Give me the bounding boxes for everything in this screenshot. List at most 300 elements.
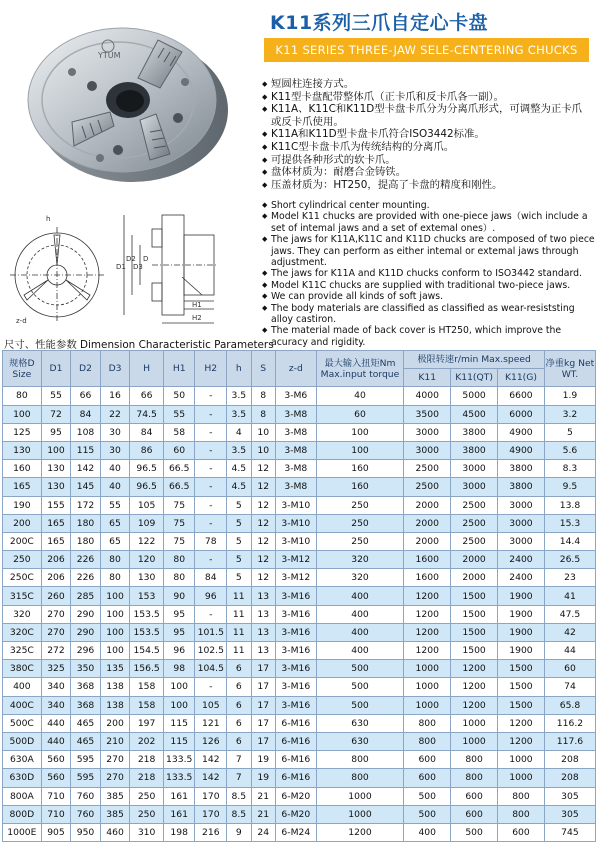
title-banner-en: K11 SERIES THREE-JAW SELE-CENTERING CHUCKS [264, 38, 589, 62]
table-cell: 100 [163, 696, 195, 714]
table-cell: 5.6 [544, 441, 595, 459]
table-cell: 161 [163, 805, 195, 823]
col-size: 规格D Size [3, 351, 42, 387]
table-cell: 1900 [498, 605, 545, 623]
feature-en-item: ◆ The material made of back cover is HT250, which improve the acuracy and rigidity. [262, 325, 596, 348]
table-cell: 2000 [404, 496, 451, 514]
table-row [3, 405, 596, 423]
table-cell: 190 [3, 496, 42, 514]
table-cell: 121 [195, 714, 227, 732]
table-cell: 400 [3, 678, 42, 696]
table-cell: 3800 [451, 423, 498, 441]
table-cell: 100 [100, 587, 130, 605]
table-row [3, 678, 596, 696]
table-cell: 290 [71, 605, 101, 623]
table-cell: 11 [227, 605, 251, 623]
table-cell: 98 [163, 660, 195, 678]
table-cell: 1200 [316, 823, 404, 841]
table-cell: 3-M16 [275, 605, 316, 623]
table-cell: 800 [498, 805, 545, 823]
table-cell: 3.5 [227, 441, 251, 459]
table-cell: 710 [41, 787, 71, 805]
feature-cn-item: ◆ 可提供各种形式的软卡爪。 [262, 154, 592, 167]
table-cell: 1900 [498, 642, 545, 660]
table-cell: 1200 [451, 696, 498, 714]
table-cell: 3-M12 [275, 551, 316, 569]
table-cell: 21 [251, 787, 275, 805]
table-cell: 200 [100, 714, 130, 732]
table-cell: 80 [163, 551, 195, 569]
table-cell: 4 [227, 423, 251, 441]
table-cell: 400 [316, 642, 404, 660]
table-cell: 1500 [451, 623, 498, 641]
table-cell: 172 [71, 496, 101, 514]
table-cell: 126 [195, 732, 227, 750]
table-cell: 270 [41, 623, 71, 641]
table-cell: 285 [71, 587, 101, 605]
table-cell: 80 [100, 569, 130, 587]
table-cell: 55 [100, 496, 130, 514]
table-cell: 600 [404, 769, 451, 787]
table-cell: 226 [71, 569, 101, 587]
table-cell: 320 [316, 569, 404, 587]
table-cell: 11 [227, 623, 251, 641]
table-cell: 3-M8 [275, 441, 316, 459]
table-cell: 368 [71, 678, 101, 696]
table-cell: 6 [227, 696, 251, 714]
table-cell: 250 [316, 496, 404, 514]
feature-cn-item: ◆ K11型卡盘配带整体爪（正卡爪和反卡爪各一副）。 [262, 91, 592, 104]
table-cell: 3.2 [544, 405, 595, 423]
table-cell: 800 [316, 769, 404, 787]
table-cell: 1900 [498, 587, 545, 605]
table-cell: 23 [544, 569, 595, 587]
table-cell: 66 [130, 387, 164, 405]
table-cell: 3000 [498, 514, 545, 532]
table-cell: 6 [227, 678, 251, 696]
table-cell: 116.2 [544, 714, 595, 732]
col-s: S [251, 351, 275, 387]
table-cell: 630 [316, 714, 404, 732]
table-cell: 100 [100, 642, 130, 660]
table-cell: 500 [316, 660, 404, 678]
table-cell: 1200 [404, 642, 451, 660]
table-row [3, 787, 596, 805]
table-cell: 165 [41, 532, 71, 550]
table-cell: 250 [3, 551, 42, 569]
table-cell: 8.5 [227, 805, 251, 823]
table-cell: 165 [3, 478, 42, 496]
table-cell: 745 [544, 823, 595, 841]
table-row [3, 696, 596, 714]
table-cell: 122 [130, 532, 164, 550]
table-cell: 74 [544, 678, 595, 696]
table-cell: 170 [195, 805, 227, 823]
table-cell: 10 [251, 441, 275, 459]
table-cell: 3000 [451, 460, 498, 478]
table-cell: 1000 [316, 787, 404, 805]
table-cell: 5 [227, 532, 251, 550]
table-cell: 380C [3, 660, 42, 678]
table-cell: 165 [41, 514, 71, 532]
table-cell: 3800 [498, 460, 545, 478]
table-cell: 218 [130, 751, 164, 769]
table-cell: 102.5 [195, 642, 227, 660]
table-cell: 3-M16 [275, 623, 316, 641]
table-cell: 12 [251, 551, 275, 569]
col-k11qt: K11(QT) [451, 369, 498, 387]
table-cell: 130 [130, 569, 164, 587]
table-cell: - [195, 423, 227, 441]
table-cell: 465 [71, 732, 101, 750]
table-row [3, 532, 596, 550]
table-cell: 630A [3, 751, 42, 769]
feature-cn-item: ◆ K11C型卡盘卡爪为传统结构的分离爪。 [262, 141, 592, 154]
table-cell: 133.5 [163, 751, 195, 769]
table-cell: 19 [251, 751, 275, 769]
table-cell: 4500 [451, 405, 498, 423]
label-d3: D3 [133, 263, 143, 271]
table-cell: 6600 [498, 387, 545, 405]
table-cell: - [195, 405, 227, 423]
table-cell: 800 [451, 769, 498, 787]
table-cell: 84 [130, 423, 164, 441]
table-cell: 710 [41, 805, 71, 823]
table-cell: 3000 [451, 478, 498, 496]
table-cell: 66.5 [163, 478, 195, 496]
table-cell: 6 [227, 732, 251, 750]
table-cell: 800 [316, 751, 404, 769]
table-cell: - [195, 678, 227, 696]
table-cell: 325C [3, 642, 42, 660]
table-cell: 90 [163, 587, 195, 605]
table-cell: 8.5 [227, 787, 251, 805]
table-cell: 158 [130, 696, 164, 714]
table-cell: 3000 [404, 441, 451, 459]
table-cell: 17 [251, 660, 275, 678]
col-k11: K11 [404, 369, 451, 387]
table-cell: 3-M6 [275, 387, 316, 405]
table-cell: 156.5 [130, 660, 164, 678]
table-cell: 95 [163, 623, 195, 641]
table-cell: 12 [251, 514, 275, 532]
table-cell: 2500 [451, 496, 498, 514]
table-cell: 950 [71, 823, 101, 841]
table-cell: 55 [163, 405, 195, 423]
table-cell: 96 [195, 587, 227, 605]
table-cell: 72 [41, 405, 71, 423]
table-cell: 400C [3, 696, 42, 714]
table-cell: 218 [130, 769, 164, 787]
table-cell: 24 [251, 823, 275, 841]
table-cell: 40 [100, 478, 130, 496]
table-cell: 197 [130, 714, 164, 732]
table-cell: 84 [71, 405, 101, 423]
table-cell: 400 [316, 623, 404, 641]
table-cell: 7 [227, 751, 251, 769]
table-row [3, 714, 596, 732]
table-cell: 320 [3, 605, 42, 623]
table-cell: 142 [195, 751, 227, 769]
table-cell: 3-M8 [275, 478, 316, 496]
table-cell: 800A [3, 787, 42, 805]
table-cell: 5 [227, 514, 251, 532]
feature-en-item: ◆ The body materials are classified as classified as wear-resiststing alloy castiron. [262, 303, 596, 326]
table-cell: 290 [71, 623, 101, 641]
table-cell: 5 [544, 423, 595, 441]
table-cell: 800D [3, 805, 42, 823]
table-row [3, 823, 596, 841]
table-cell: 4900 [498, 441, 545, 459]
table-cell: 3.5 [227, 387, 251, 405]
table-cell: 109 [130, 514, 164, 532]
table-cell: 78 [195, 532, 227, 550]
table-cell: 210 [100, 732, 130, 750]
table-cell: 760 [71, 787, 101, 805]
table-cell: 142 [195, 769, 227, 787]
feature-cn-item: ◆ 压盖材质为：HT250，提高了卡盘的精度和刚性。 [262, 179, 592, 192]
table-cell: 30 [100, 441, 130, 459]
table-cell: 600 [404, 751, 451, 769]
table-row [3, 605, 596, 623]
table-cell: 80 [163, 569, 195, 587]
table-cell: 350 [71, 660, 101, 678]
feature-cn-item: ◆ 短圆柱连接方式。 [262, 78, 592, 91]
table-cell: 160 [316, 478, 404, 496]
table-cell: 60 [163, 441, 195, 459]
table-row [3, 587, 596, 605]
table-cell: 216 [195, 823, 227, 841]
table-cell: 270 [41, 605, 71, 623]
table-cell: 14.4 [544, 532, 595, 550]
table-cell: 1900 [498, 623, 545, 641]
table-cell: 305 [544, 805, 595, 823]
table-cell: 250 [130, 805, 164, 823]
table-cell: 58 [163, 423, 195, 441]
table-cell: - [195, 478, 227, 496]
table-cell: - [195, 514, 227, 532]
label-h1: H1 [192, 301, 202, 309]
table-cell: 500 [404, 787, 451, 805]
table-cell: 3000 [498, 496, 545, 514]
table-cell: 3-M8 [275, 405, 316, 423]
table-cell: 80 [100, 551, 130, 569]
table-cell: 260 [41, 587, 71, 605]
table-cell: 320C [3, 623, 42, 641]
table-cell: 96.5 [130, 478, 164, 496]
table-cell: 130 [41, 478, 71, 496]
table-cell: 4.5 [227, 460, 251, 478]
col-torque: 最大输入扭矩Nm Max.input torque [316, 351, 404, 387]
table-cell: 108 [71, 423, 101, 441]
table-cell: 1500 [451, 605, 498, 623]
feature-en-item: ◆ We can provide all kinds of soft jaws. [262, 291, 596, 302]
table-cell: 170 [195, 787, 227, 805]
table-cell: 3-M8 [275, 460, 316, 478]
table-cell: 160 [316, 460, 404, 478]
table-cell: 22 [100, 405, 130, 423]
table-cell: 101.5 [195, 623, 227, 641]
feature-en-item: ◆ Model K11 chucks are provided with one-piece jaws（wich include a set of intemal jaws and a set of extemal ones）. [262, 211, 596, 234]
table-cell: 95 [41, 423, 71, 441]
table-cell: 3800 [451, 441, 498, 459]
table-cell: 120 [130, 551, 164, 569]
table-cell: 595 [71, 769, 101, 787]
table-row [3, 441, 596, 459]
table-cell: 3000 [404, 423, 451, 441]
table-cell: 1000 [451, 714, 498, 732]
table-cell: 145 [71, 478, 101, 496]
table-cell: 104.5 [195, 660, 227, 678]
col-d1: D1 [41, 351, 71, 387]
table-cell: 3-M12 [275, 569, 316, 587]
table-row [3, 387, 596, 405]
table-cell: 600 [498, 823, 545, 841]
table-row [3, 660, 596, 678]
table-cell: 905 [41, 823, 71, 841]
table-cell: 17 [251, 696, 275, 714]
table-cell: - [195, 387, 227, 405]
table-cell: 105 [195, 696, 227, 714]
table-cell: 305 [544, 787, 595, 805]
table-cell: 138 [100, 678, 130, 696]
table-cell: 5000 [451, 387, 498, 405]
col-d2: D2 [71, 351, 101, 387]
table-cell: 2000 [404, 532, 451, 550]
table-cell: 3500 [404, 405, 451, 423]
table-cell: 3-M16 [275, 696, 316, 714]
feature-cn-item: ◆ K11A和K11D型卡盘卡爪符合ISO3442标准。 [262, 128, 592, 141]
table-cell: 400 [316, 605, 404, 623]
table-cell: 6000 [498, 405, 545, 423]
table-cell: 13 [251, 642, 275, 660]
feature-cn-item: ◆ 盘体材质为：耐磨合金铸铁。 [262, 166, 592, 179]
table-cell: 115 [163, 732, 195, 750]
table-cell: 325 [41, 660, 71, 678]
table-cell: 6-M16 [275, 769, 316, 787]
table-cell: 5 [227, 551, 251, 569]
table-cell: 1500 [498, 660, 545, 678]
table-cell: 96.5 [130, 460, 164, 478]
label-d1: D1 [116, 263, 126, 271]
table-cell: 600 [451, 787, 498, 805]
table-cell: 75 [163, 496, 195, 514]
table-row [3, 805, 596, 823]
table-cell: - [195, 441, 227, 459]
feature-en-item: ◆ The jaws for K11A,K11C and K11D chucks are composed of two piece jaws. They can perform as either intemal or extemal jaws through adjustment. [262, 234, 596, 268]
label-d2: D2 [126, 255, 136, 263]
feature-en-item: ◆ Short cylindrical center mounting. [262, 200, 596, 211]
table-cell: 3-M16 [275, 660, 316, 678]
table-cell: 11 [227, 642, 251, 660]
table-cell: 17 [251, 678, 275, 696]
table-cell: 66 [71, 387, 101, 405]
table-cell: 2400 [498, 551, 545, 569]
table-row [3, 460, 596, 478]
table-cell: 10 [251, 423, 275, 441]
table-cell: 12 [251, 569, 275, 587]
table-cell: 6-M20 [275, 805, 316, 823]
table-cell: 74.5 [130, 405, 164, 423]
table-cell: 440 [41, 714, 71, 732]
table-cell: 198 [163, 823, 195, 841]
table-cell: 50 [163, 387, 195, 405]
table-cell: 3000 [498, 532, 545, 550]
table-cell: 65 [100, 532, 130, 550]
table-cell: 4000 [404, 387, 451, 405]
table-cell: 100 [100, 605, 130, 623]
table-cell: 13 [251, 605, 275, 623]
table-cell: 1000E [3, 823, 42, 841]
table-row [3, 623, 596, 641]
table-cell: 500D [3, 732, 42, 750]
table-cell: 125 [3, 423, 42, 441]
table-cell: 1.9 [544, 387, 595, 405]
table-cell: 130 [41, 460, 71, 478]
table-cell: 138 [100, 696, 130, 714]
table-cell: 800 [451, 751, 498, 769]
col-speed: 极限转速r/min Max.speed [404, 351, 545, 369]
table-cell: 400 [316, 587, 404, 605]
table-row [3, 732, 596, 750]
table-cell: 3.5 [227, 405, 251, 423]
table-cell: 117.6 [544, 732, 595, 750]
table-row [3, 642, 596, 660]
table-cell: 500 [316, 696, 404, 714]
table-cell: 65.8 [544, 696, 595, 714]
table-cell: 2000 [451, 551, 498, 569]
table-cell: 206 [41, 569, 71, 587]
table-cell: 460 [100, 823, 130, 841]
table-cell: 1200 [451, 660, 498, 678]
table-cell: 6-M16 [275, 732, 316, 750]
features-cn [262, 78, 592, 191]
technical-drawing [2, 205, 258, 330]
table-cell: 1500 [451, 642, 498, 660]
table-cell: 1200 [498, 714, 545, 732]
table-cell: 6-M16 [275, 714, 316, 732]
table-cell: 6-M16 [275, 751, 316, 769]
table-cell: 30 [100, 423, 130, 441]
table-row [3, 769, 596, 787]
table-cell: 154.5 [130, 642, 164, 660]
feature-cn-item: ◆ K11A、K11C和K11D型卡盘卡爪分为分离爪形式，可调整为正卡爪或反卡爪使用。 [262, 103, 592, 128]
table-cell: 3-M16 [275, 678, 316, 696]
table-cell: 4900 [498, 423, 545, 441]
table-cell: 6 [227, 660, 251, 678]
feature-en-item: ◆ Model K11C chucks are supplied with traditional two-piece jaws. [262, 280, 596, 291]
table-cell: 12 [251, 478, 275, 496]
table-cell: 600 [451, 805, 498, 823]
col-h: H [130, 351, 164, 387]
table-cell: 75 [163, 532, 195, 550]
table-cell: 1000 [404, 696, 451, 714]
table-cell: 250 [316, 514, 404, 532]
table-cell: 65 [100, 514, 130, 532]
table-cell: 208 [544, 751, 595, 769]
table-cell: 368 [71, 696, 101, 714]
table-cell: 200C [3, 532, 42, 550]
table-cell: 100 [100, 623, 130, 641]
table-cell: 3-M10 [275, 514, 316, 532]
table-cell: 100 [3, 405, 42, 423]
table-cell: 1500 [451, 587, 498, 605]
label-zd: z-d [16, 317, 27, 325]
table-cell: 250C [3, 569, 42, 587]
table-cell: - [195, 605, 227, 623]
table-cell: 1200 [404, 605, 451, 623]
table-cell: 86 [130, 441, 164, 459]
